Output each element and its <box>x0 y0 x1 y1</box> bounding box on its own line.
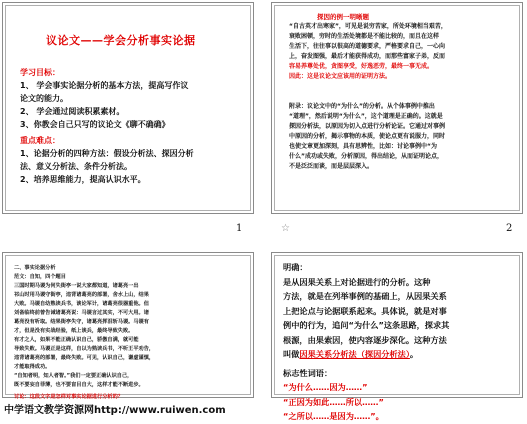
paragraph-line: 才能取得成功。 <box>14 364 51 370</box>
slide-1-number: 1 <box>236 223 243 234</box>
slide-4-heading: 明确： <box>283 262 308 272</box>
paragraph-line: 葛亮没有听取。结果街亭失守，诸葛亮挥泪斩马谡。马谡有 <box>14 319 149 325</box>
paragraph-line: 祁山时用马谡守街亭，违背诸葛亮的部署，舍水上山，结果 <box>14 292 149 298</box>
method-name: 因果关系分析法（探因分析法） <box>299 349 410 359</box>
paragraph-line: 附录：议论文中的“为什么”的分析。从个体事例中推出 <box>289 103 435 110</box>
paragraph-line: 违背诸葛亮的部署，最终失败。可见，认识自己，谦虚谨慎， <box>14 355 155 361</box>
slide-2-paragraph-1 <box>289 22 447 82</box>
focus-section <box>20 134 194 186</box>
slide-2 <box>271 2 523 214</box>
slide-4-content-frame <box>274 255 520 421</box>
paragraph-line: 导致失败。马谡正是这样，自以为熟读兵书，不听王平劝告， <box>14 346 155 352</box>
footer-watermark: 中学语文教学资源网http://www.ruiwen.com <box>4 405 226 416</box>
paragraph-line: 生活下，往往事以很高的道德要求，严格要求自己，一心向 <box>289 43 446 50</box>
slide-3-content-frame <box>5 255 251 400</box>
paragraph-line: 刘备临终前曾告诫诸葛亮说：马谡言过其实，不可大用。诸 <box>14 310 149 316</box>
explanation-line: 方法，就是在列举事例的基础上，从因果关系 <box>283 291 447 301</box>
focus-line: 1、论据分析的四种方法：假设分析法、探因分析 <box>20 149 194 158</box>
paragraph-line: 什么”成功或失败，分析原因，得出结论，从而证明论点， <box>289 153 443 160</box>
slide-3 <box>2 252 254 398</box>
paragraph-line: 衰败困顿，穷时的生活处境都是不能比较的，而且在这样 <box>289 33 440 40</box>
explanation-line: 是从因果关系上对论据进行的分析。这种 <box>283 276 431 287</box>
paragraph-line: 上，奋发图强，最后才能获得成功，而那些富家子弟，反而 <box>289 53 446 60</box>
paragraph-line: 探因分析法，以原因为切入点进行分析论证。它通过对事例 <box>289 123 446 130</box>
slide-2-paragraph-2 <box>289 102 445 172</box>
slide-4 <box>271 252 523 421</box>
paragraph-line: 既不要妄自菲薄，也不要盲目自大，这样才能不断进步。 <box>14 382 144 388</box>
slide-2-content-frame <box>274 5 520 211</box>
slide-4-body <box>283 260 449 424</box>
marker-word-line: “为什么……因为……” <box>283 382 368 392</box>
marker-words-heading: 标志性词语： <box>283 367 333 378</box>
learning-goal-line: 2、 学会通过阅读积累素材。 <box>20 107 125 116</box>
paragraph-line: 大败。马谡自幼熟读兵书，谈论军计，诸葛亮很器重他。但 <box>14 301 149 307</box>
learning-goal-line: 论文的能力。 <box>20 94 68 103</box>
method-name-suffix: 。 <box>409 349 419 359</box>
paragraph-line: 容易养尊处优，贪图享受，好逸恶劳，最终一事无成。 <box>289 63 434 70</box>
learning-goal-line: 1、 学会事实论据分析的基本方法，提高写作议 <box>20 81 189 90</box>
paragraph-line: “道理”，然后说明“为什么”，这个道理是正确的。这就是 <box>289 113 443 120</box>
paragraph-line: “自知者明，知人者智。”我们一定要正确认识自己， <box>14 373 133 379</box>
paragraph-line: 也使文章更加深刻，具有思辨性，比如：讨论事例中“为 <box>289 143 437 150</box>
paragraph-line: “自古英才出寒家”，可见是说穷苦家，所处环境相当艰苦， <box>289 23 447 30</box>
marker-word-line: “正因为如此……所以……” <box>283 396 384 407</box>
slide-1-title: 议论文——学会分析事实论据 <box>46 34 196 47</box>
method-name-prefix: 叫做 <box>283 349 300 359</box>
slide-3-subheading: 范文：自知，四个题目 <box>14 274 66 280</box>
paragraph-line: 三国时期马谡为何失街亭一说大家都知道，诸葛亮一出 <box>14 283 139 289</box>
slide-3-heading: 二、事实论据分析 <box>14 265 56 271</box>
paragraph-line: 有才之人，如果不能正确认识自己，骄傲自满，就可能 <box>14 337 139 343</box>
method-name-line <box>283 347 449 362</box>
paragraph-line: 因此：这是议论文应该用的证明方法。 <box>289 73 392 80</box>
slide-2-heading: 探因的例一明晰题 <box>317 13 369 21</box>
slide-1-content-frame <box>5 5 251 211</box>
discussion-question: 讨论：这段文字是怎样对事实论据进行分析的？ <box>14 394 123 400</box>
explanation-line: 上把论点与论据联系起来。具体说，就是对事 <box>283 305 447 316</box>
marker-word-line: “之所以……是因为……”。 <box>283 411 384 421</box>
focus-heading: 重点难点： <box>20 136 60 145</box>
slide-3-body <box>14 264 154 402</box>
learning-goals-section <box>20 66 188 131</box>
paragraph-line: 不是泛泛而谈，而是层层深入。 <box>289 163 374 170</box>
explanation-line: 根源，由果索因，使内容逐步深化。这种方法 <box>283 334 447 345</box>
paragraph-line: 中原因的分析，揭示事物的本质，使论点更有说服力，同时 <box>289 133 446 140</box>
focus-line: 法、意义分析法、条件分析法。 <box>20 162 132 171</box>
focus-line: 2、培养思维能力，提高认识水平。 <box>20 175 146 184</box>
star-icon: ☆ <box>281 223 290 234</box>
learning-goals-heading: 学习目标： <box>20 68 60 77</box>
paragraph-line: 才，但是没有实战经验，纸上谈兵，最终导致失败。 <box>14 328 134 334</box>
explanation-line: 例中的行为，追问“为什么”这条思路，探求其 <box>283 320 450 330</box>
slide-1 <box>2 2 254 214</box>
learning-goal-line: 3、你教会自己只写的议论文《聊不确确》 <box>20 120 170 129</box>
slide-2-number: 2 <box>506 223 513 234</box>
